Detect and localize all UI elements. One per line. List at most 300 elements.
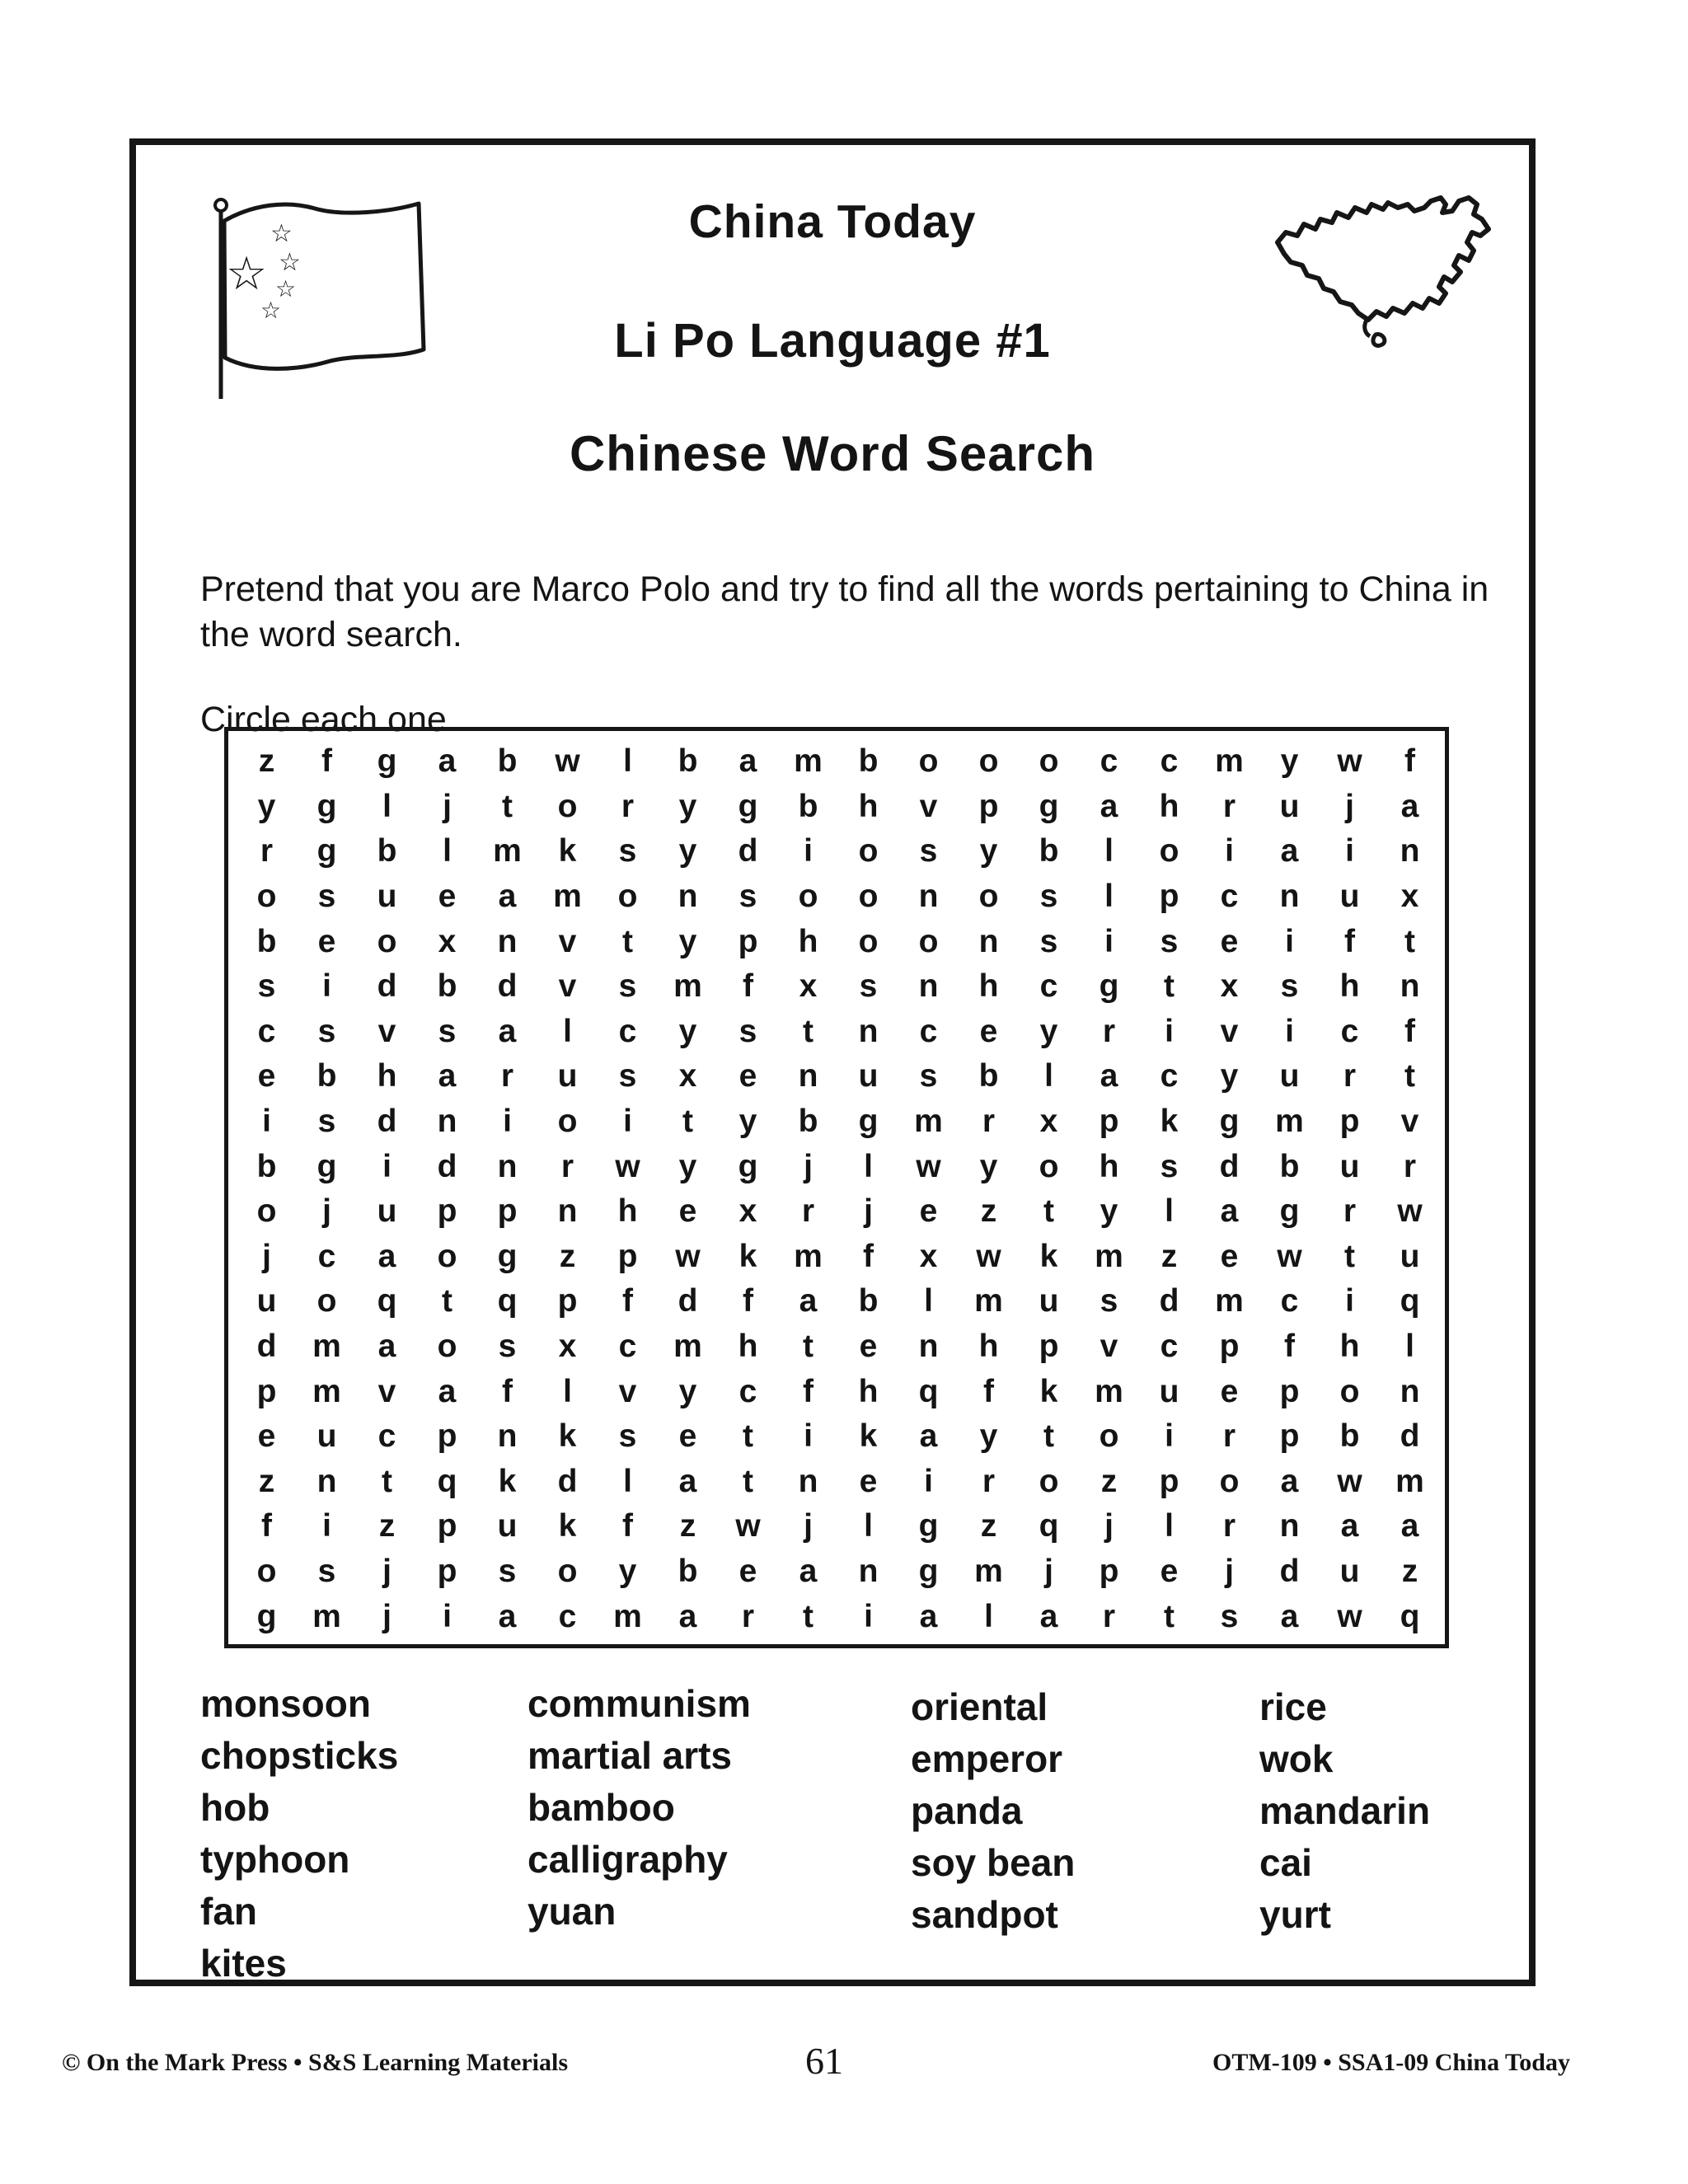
- grid-cell: s: [618, 1418, 637, 1455]
- grid-cell: d: [256, 1329, 277, 1365]
- grid-cell: u: [377, 879, 397, 915]
- grid-cell: n: [918, 968, 939, 1005]
- grid-cell: o: [858, 923, 879, 959]
- grid-cell: f: [321, 743, 332, 780]
- grid-cell: p: [978, 788, 999, 824]
- grid-cell: y: [979, 1148, 998, 1184]
- grid-cell: c: [1100, 743, 1118, 780]
- grid-cell: n: [557, 1193, 578, 1230]
- grid-cell: i: [1104, 923, 1114, 959]
- grid-cell: c: [1220, 879, 1239, 915]
- grid-cell: x: [1220, 968, 1239, 1005]
- grid-cell: k: [738, 1238, 757, 1274]
- grid-cell: z: [1100, 1463, 1118, 1499]
- grid-cell: y: [1220, 1058, 1239, 1094]
- grid-cell: n: [497, 923, 518, 959]
- grid-cell: l: [623, 1463, 632, 1499]
- grid-cell: i: [623, 1104, 632, 1140]
- grid-cell: j: [864, 1193, 873, 1230]
- grid-cell: r: [1343, 1058, 1357, 1094]
- grid-cell: j: [382, 1554, 392, 1590]
- grid-cell: f: [983, 1373, 994, 1409]
- grid-cell: p: [738, 923, 758, 959]
- grid-cell: h: [1339, 1329, 1360, 1365]
- grid-cell: i: [1345, 1283, 1354, 1319]
- grid-cell: p: [1099, 1554, 1119, 1590]
- grid-cell: a: [919, 1418, 938, 1455]
- grid-cell: e: [1220, 923, 1239, 959]
- word-list-item: calligraphy: [528, 1838, 728, 1881]
- grid-cell: e: [1220, 1238, 1239, 1274]
- grid-cell: o: [256, 1554, 277, 1590]
- footer-page-number: 61: [805, 2040, 843, 2082]
- grid-cell: e: [738, 1058, 757, 1094]
- lesson-title: Li Po Language #1: [614, 314, 1051, 368]
- grid-cell: k: [859, 1418, 878, 1455]
- grid-cell: n: [1279, 879, 1300, 915]
- grid-cell: p: [1159, 879, 1179, 915]
- grid-cell: j: [322, 1193, 331, 1230]
- grid-cell: w: [735, 1508, 761, 1544]
- grid-cell: t: [1043, 1193, 1054, 1230]
- grid-cell: t: [1404, 1058, 1415, 1094]
- word-list-column-3: [911, 1681, 1075, 1941]
- grid-cell: x: [799, 968, 818, 1005]
- grid-cell: n: [437, 1104, 457, 1140]
- grid-cell: m: [1395, 1463, 1424, 1499]
- series-title: China Today: [688, 195, 977, 248]
- grid-cell: s: [498, 1554, 517, 1590]
- grid-cell: f: [261, 1508, 272, 1544]
- grid-cell: g: [377, 743, 397, 780]
- activity-title: Chinese Word Search: [569, 426, 1096, 481]
- grid-cell: l: [443, 833, 452, 869]
- grid-cell: n: [678, 879, 698, 915]
- grid-cell: t: [743, 1418, 753, 1455]
- grid-cell: p: [1159, 1463, 1179, 1499]
- grid-cell: p: [437, 1193, 457, 1230]
- grid-cell: a: [678, 1463, 697, 1499]
- grid-cell: o: [377, 923, 397, 959]
- grid-cell: s: [738, 879, 757, 915]
- grid-cell: m: [673, 968, 702, 1005]
- grid-cell: l: [382, 788, 392, 824]
- grid-cell: c: [1280, 1283, 1299, 1319]
- grid-cell: f: [1404, 743, 1415, 780]
- grid-cell: t: [442, 1283, 452, 1319]
- grid-cell: e: [678, 1418, 697, 1455]
- grid-cell: q: [437, 1463, 457, 1499]
- grid-cell: s: [1160, 1148, 1179, 1184]
- grid-cell: e: [317, 923, 336, 959]
- grid-cell: o: [918, 923, 939, 959]
- grid-cell: h: [1339, 968, 1360, 1005]
- grid-cell: h: [617, 1193, 638, 1230]
- grid-cell: b: [256, 923, 277, 959]
- grid-cell: h: [978, 968, 999, 1005]
- word-list-item: panda: [911, 1789, 1023, 1832]
- grid-cell: o: [798, 879, 818, 915]
- grid-cell: l: [1044, 1058, 1053, 1094]
- grid-cell: w: [555, 743, 580, 780]
- grid-cell: f: [743, 1283, 753, 1319]
- grid-cell: d: [377, 968, 397, 1005]
- grid-cell: j: [1044, 1554, 1053, 1590]
- grid-cell: i: [924, 1463, 933, 1499]
- grid-cell: s: [317, 879, 336, 915]
- grid-cell: h: [1099, 1148, 1119, 1184]
- grid-cell: r: [982, 1463, 996, 1499]
- grid-cell: h: [738, 1329, 758, 1365]
- grid-cell: e: [1160, 1554, 1179, 1590]
- grid-cell: a: [678, 1598, 697, 1634]
- grid-cell: n: [918, 1329, 939, 1365]
- grid-cell: v: [377, 1013, 396, 1049]
- grid-cell: a: [1100, 788, 1118, 824]
- grid-cell: v: [919, 788, 938, 824]
- flag-star-big: ☆: [226, 247, 268, 301]
- grid-cell: d: [738, 833, 758, 869]
- grid-cell: y: [1039, 1013, 1058, 1049]
- grid-cell: n: [1400, 1373, 1420, 1409]
- flag-star-small-3: ☆: [275, 275, 297, 302]
- grid-cell: a: [498, 1598, 517, 1634]
- grid-cell: b: [858, 1283, 879, 1319]
- grid-cell: b: [497, 743, 518, 780]
- grid-cell: g: [1099, 968, 1119, 1005]
- grid-cell: m: [1095, 1373, 1123, 1409]
- grid-cell: i: [1285, 1013, 1294, 1049]
- grid-cell: u: [497, 1508, 518, 1544]
- grid-cell: j: [804, 1148, 813, 1184]
- grid-cell: e: [979, 1013, 998, 1049]
- grid-cell: b: [978, 1058, 999, 1094]
- grid-cell: n: [497, 1418, 518, 1455]
- word-list-column-4: [1259, 1681, 1430, 1941]
- grid-cell: d: [557, 1463, 578, 1499]
- grid-cell: x: [678, 1058, 697, 1094]
- grid-cell: a: [1280, 1598, 1299, 1634]
- grid-cell: d: [1400, 1418, 1420, 1455]
- grid-cell: y: [738, 1104, 757, 1140]
- grid-cell: y: [1280, 743, 1299, 780]
- grid-cell: d: [1159, 1283, 1179, 1319]
- word-search-grid: [224, 727, 1449, 1648]
- grid-cell: n: [858, 1013, 879, 1049]
- word-list-item: emperor: [911, 1737, 1063, 1780]
- grid-cell: t: [682, 1104, 693, 1140]
- grid-cell: l: [864, 1148, 873, 1184]
- grid-cell: m: [914, 1104, 943, 1140]
- grid-cell: j: [382, 1598, 392, 1634]
- grid-cell: z: [258, 743, 275, 780]
- instructions-text: Pretend that you are Marco Polo and try to find all the words pertaining to China in the word search.: [200, 569, 1489, 654]
- grid-cell: g: [918, 1554, 939, 1590]
- grid-cell: v: [618, 1373, 637, 1409]
- grid-cell: m: [974, 1283, 1003, 1319]
- grid-cell: i: [1165, 1013, 1174, 1049]
- grid-cell: z: [559, 1238, 576, 1274]
- grid-cell: b: [798, 788, 818, 824]
- grid-cell: p: [1099, 1104, 1119, 1140]
- grid-cell: b: [678, 743, 698, 780]
- grid-cell: i: [804, 1418, 813, 1455]
- grid-cell: j: [443, 788, 452, 824]
- grid-cell: c: [919, 1013, 938, 1049]
- grid-cell: r: [1343, 1193, 1357, 1230]
- grid-cell: w: [1337, 1463, 1362, 1499]
- grid-cell: x: [919, 1238, 938, 1274]
- grid-cell: p: [437, 1418, 457, 1455]
- grid-cell: s: [859, 968, 878, 1005]
- grid-cell: k: [498, 1463, 517, 1499]
- word-list-item: typhoon: [200, 1838, 350, 1881]
- grid-cell: p: [1039, 1329, 1059, 1365]
- grid-cell: q: [1400, 1598, 1420, 1634]
- grid-cell: t: [803, 1329, 814, 1365]
- grid-cell: t: [1164, 1598, 1175, 1634]
- grid-cell: o: [858, 833, 879, 869]
- grid-cell: z: [980, 1193, 997, 1230]
- grid-cell: r: [1222, 1508, 1236, 1544]
- grid-cell: l: [1104, 879, 1114, 915]
- grid-cell: a: [1340, 1508, 1359, 1544]
- word-list-item: sandpot: [911, 1893, 1058, 1936]
- grid-cell: v: [1100, 1329, 1118, 1365]
- grid-cell: s: [618, 1058, 637, 1094]
- grid-cell: c: [618, 1013, 637, 1049]
- grid-cell: a: [438, 1373, 457, 1409]
- grid-cell: y: [678, 1148, 697, 1184]
- grid-cell: z: [980, 1508, 997, 1544]
- grid-cell: a: [1280, 1463, 1299, 1499]
- grid-cell: u: [1339, 1148, 1360, 1184]
- grid-cell: c: [1160, 743, 1179, 780]
- grid-cell: l: [1104, 833, 1114, 869]
- grid-cell: j: [262, 1238, 271, 1274]
- grid-cell: b: [798, 1104, 818, 1140]
- grid-cell: c: [377, 1418, 396, 1455]
- grid-cell: l: [1165, 1508, 1174, 1544]
- grid-cell: i: [1285, 923, 1294, 959]
- grid-cell: m: [974, 1554, 1003, 1590]
- grid-cell: p: [497, 1193, 518, 1230]
- grid-cell: d: [497, 968, 518, 1005]
- grid-cell: a: [799, 1554, 818, 1590]
- grid-cell: o: [617, 879, 638, 915]
- grid-cell: f: [863, 1238, 874, 1274]
- grid-cell: n: [858, 1554, 879, 1590]
- grid-cell: c: [1160, 1329, 1179, 1365]
- word-list-item: hob: [200, 1786, 270, 1829]
- grid-cell: u: [1339, 879, 1360, 915]
- grid-cell: r: [1403, 1148, 1417, 1184]
- grid-cell: o: [316, 1283, 337, 1319]
- grid-cell: u: [557, 1058, 578, 1094]
- grid-cell: v: [558, 923, 577, 959]
- grid-cell: u: [1039, 1283, 1059, 1319]
- grid-cell: g: [316, 788, 337, 824]
- grid-cell: d: [437, 1148, 457, 1184]
- word-list-item: mandarin: [1259, 1789, 1431, 1832]
- grid-cell: g: [497, 1238, 518, 1274]
- grid-cell: c: [558, 1598, 577, 1634]
- grid-cell: y: [678, 923, 697, 959]
- grid-cell: q: [377, 1283, 397, 1319]
- grid-cell: i: [1165, 1418, 1174, 1455]
- grid-cell: z: [1160, 1238, 1178, 1274]
- grid-cell: f: [622, 1283, 633, 1319]
- word-list-item: cai: [1259, 1841, 1312, 1884]
- grid-cell: o: [1339, 1373, 1360, 1409]
- grid-cell: y: [979, 833, 998, 869]
- grid-cell: s: [618, 833, 637, 869]
- grid-cell: u: [1400, 1238, 1420, 1274]
- grid-cell: h: [858, 788, 879, 824]
- grid-cell: v: [558, 968, 577, 1005]
- grid-cell: f: [743, 968, 753, 1005]
- grid-cell: r: [560, 1148, 574, 1184]
- grid-cell: p: [437, 1554, 457, 1590]
- grid-cell: b: [316, 1058, 337, 1094]
- grid-cell: b: [1339, 1418, 1360, 1455]
- grid-cell: t: [502, 788, 513, 824]
- grid-cell: e: [257, 1418, 276, 1455]
- word-list-item: martial arts: [528, 1734, 733, 1777]
- grid-cell: j: [1345, 788, 1354, 824]
- grid-cell: k: [558, 833, 577, 869]
- grid-cell: e: [1220, 1373, 1239, 1409]
- grid-cell: b: [858, 743, 879, 780]
- grid-cell: a: [498, 1013, 517, 1049]
- grid-cell: a: [377, 1329, 396, 1365]
- word-list-item: chopsticks: [200, 1734, 399, 1777]
- grid-cell: s: [438, 1013, 457, 1049]
- grid-cell: w: [976, 1238, 1001, 1274]
- grid-cell: s: [919, 1058, 938, 1094]
- grid-cell: a: [1039, 1598, 1058, 1634]
- word-list-item: yurt: [1259, 1893, 1331, 1936]
- grid-cell: b: [256, 1148, 277, 1184]
- word-list-item: kites: [200, 1942, 287, 1985]
- grid-cell: o: [557, 1554, 578, 1590]
- grid-cell: c: [618, 1329, 637, 1365]
- word-list-item: monsoon: [200, 1682, 371, 1725]
- grid-cell: w: [675, 1238, 701, 1274]
- grid-cell: r: [982, 1104, 996, 1140]
- grid-cell: c: [1340, 1013, 1359, 1049]
- grid-cell: t: [1344, 1238, 1355, 1274]
- grid-cell: m: [794, 1238, 823, 1274]
- grid-cell: o: [256, 879, 277, 915]
- grid-cell: f: [622, 1508, 633, 1544]
- grid-cell: o: [918, 743, 939, 780]
- grid-cell: d: [1219, 1148, 1240, 1184]
- grid-cell: l: [864, 1508, 873, 1544]
- grid-cell: w: [916, 1148, 941, 1184]
- grid-cell: r: [1222, 1418, 1236, 1455]
- grid-cell: w: [1337, 743, 1362, 780]
- grid-cell: o: [1039, 743, 1059, 780]
- grid-cell: r: [741, 1598, 755, 1634]
- grid-cell: m: [1215, 1283, 1244, 1319]
- grid-cell: r: [1102, 1598, 1116, 1634]
- grid-cell: e: [738, 1554, 757, 1590]
- grid-cell: i: [382, 1148, 392, 1184]
- grid-cell: u: [256, 1283, 277, 1319]
- grid-cell: m: [673, 1329, 702, 1365]
- grid-cell: r: [621, 788, 635, 824]
- grid-cell: l: [623, 743, 632, 780]
- grid-cell: s: [919, 833, 938, 869]
- grid-cell: k: [1160, 1104, 1179, 1140]
- grid-cell: i: [322, 968, 331, 1005]
- word-list-item: yuan: [528, 1890, 617, 1933]
- grid-cell: a: [919, 1598, 938, 1634]
- grid-cell: i: [262, 1104, 271, 1140]
- grid-cell: l: [984, 1598, 993, 1634]
- grid-cell: p: [256, 1373, 277, 1409]
- grid-cell: o: [858, 879, 879, 915]
- grid-cell: j: [804, 1508, 813, 1544]
- grid-cell: c: [1160, 1058, 1179, 1094]
- grid-cell: a: [1220, 1193, 1239, 1230]
- word-list-item: soy bean: [911, 1841, 1076, 1884]
- grid-cell: f: [803, 1373, 814, 1409]
- grid-cell: n: [497, 1148, 518, 1184]
- grid-cell: s: [618, 968, 637, 1005]
- grid-cell: r: [1222, 788, 1236, 824]
- grid-cell: u: [377, 1193, 397, 1230]
- footer-copyright: © On the Mark Press • S&S Learning Materials: [62, 2049, 568, 2076]
- grid-cell: v: [1400, 1104, 1419, 1140]
- grid-cell: p: [1279, 1418, 1300, 1455]
- grid-cell: n: [798, 1058, 818, 1094]
- grid-cell: j: [1104, 1508, 1114, 1544]
- grid-cell: k: [1039, 1373, 1058, 1409]
- grid-cell: m: [1095, 1238, 1123, 1274]
- grid-cell: k: [558, 1508, 577, 1544]
- grid-cell: n: [1279, 1508, 1300, 1544]
- grid-cell: t: [1404, 923, 1415, 959]
- grid-cell: x: [1400, 879, 1419, 915]
- grid-cell: t: [803, 1598, 814, 1634]
- grid-cell: g: [316, 1148, 337, 1184]
- grid-cell: o: [978, 879, 999, 915]
- grid-cell: f: [1404, 1013, 1415, 1049]
- word-list-column-1: [200, 1678, 398, 1990]
- grid-cell: y: [618, 1554, 637, 1590]
- grid-cell: r: [500, 1058, 514, 1094]
- grid-cell: m: [312, 1373, 341, 1409]
- grid-cell: i: [864, 1598, 873, 1634]
- grid-cell: i: [443, 1598, 452, 1634]
- grid-cell: q: [497, 1283, 518, 1319]
- grid-cell: g: [1279, 1193, 1300, 1230]
- grid-cell: p: [437, 1508, 457, 1544]
- word-list-item: oriental: [911, 1685, 1048, 1728]
- grid-cell: i: [503, 1104, 512, 1140]
- grid-cell: c: [317, 1238, 336, 1274]
- grid-cell: h: [1159, 788, 1179, 824]
- grid-cell: s: [257, 968, 276, 1005]
- grid-cell: u: [858, 1058, 879, 1094]
- grid-cell: c: [738, 1373, 757, 1409]
- grid-cell: d: [377, 1104, 397, 1140]
- grid-cell: m: [1215, 743, 1244, 780]
- grid-cell: x: [1039, 1104, 1058, 1140]
- grid-cell: u: [1279, 788, 1300, 824]
